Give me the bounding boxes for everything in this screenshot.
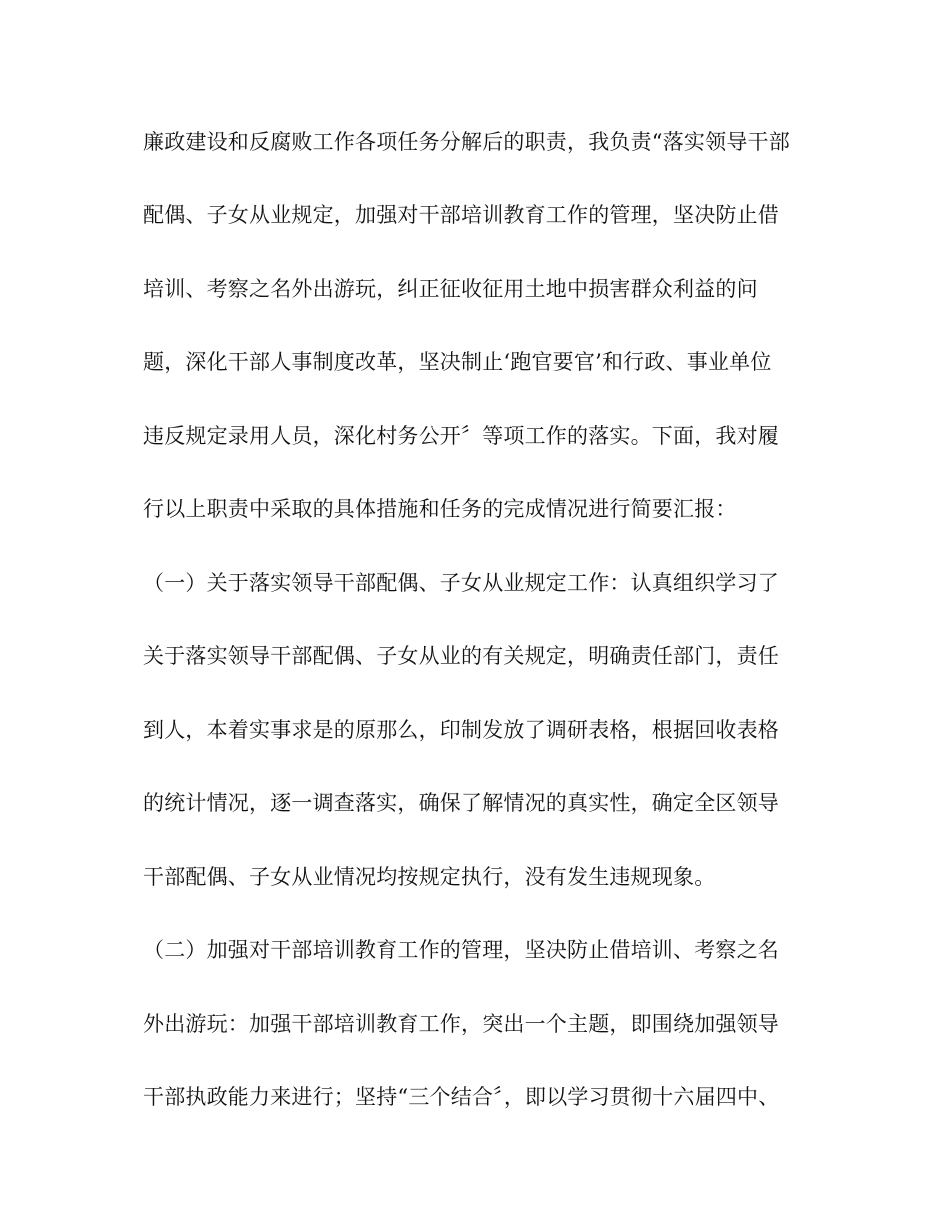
text-line: 违反规定录用人员，深化村务公开〞等项工作的落实。下面，我对履 bbox=[143, 424, 779, 448]
text-line: 行以上职责中采取的具体措施和任务的完成情况进行简要汇报： bbox=[143, 497, 737, 521]
section-heading-line: （一）关于落实领导干部配偶、子女从业规定工作：认真组织学习了 bbox=[143, 571, 779, 595]
text-line: 到人，本着实事求是的原那么，印制发放了调研表格，根据回收表格 bbox=[143, 718, 779, 742]
text-line: 干部配偶、子女从业情况均按规定执行，没有发生违规现象。 bbox=[143, 865, 716, 889]
section-heading-line: （二）加强对干部培训教育工作的管理，坚决防止借培训、考察之名 bbox=[143, 938, 779, 962]
text-line: 干部执政能力来进行；坚持“三个结合〞，即以学习贯彻十六届四中、 bbox=[143, 1085, 780, 1109]
text-line: 外出游玩：加强干部培训教育工作，突出一个主题，即围绕加强领导 bbox=[143, 1012, 779, 1036]
text-line: 配偶、子女从业规定，加强对干部培训教育工作的管理，坚决防止借 bbox=[143, 203, 779, 227]
text-line: 的统计情况，逐一调查落实，确保了解情况的真实性，确定全区领导 bbox=[143, 791, 779, 815]
text-line: 题，深化干部人事制度改革，坚决制止‘跑官要官’和行政、事业单位 bbox=[143, 350, 772, 374]
text-line: 关于落实领导干部配偶、子女从业的有关规定，明确责任部门，责任 bbox=[143, 644, 779, 668]
text-line: 培训、考察之名外出游玩，纠正征收征用土地中损害群众利益的问 bbox=[143, 277, 758, 301]
text-line: 廉政建设和反腐败工作各项任务分解后的职责，我负责“落实领导干部 bbox=[143, 130, 790, 154]
